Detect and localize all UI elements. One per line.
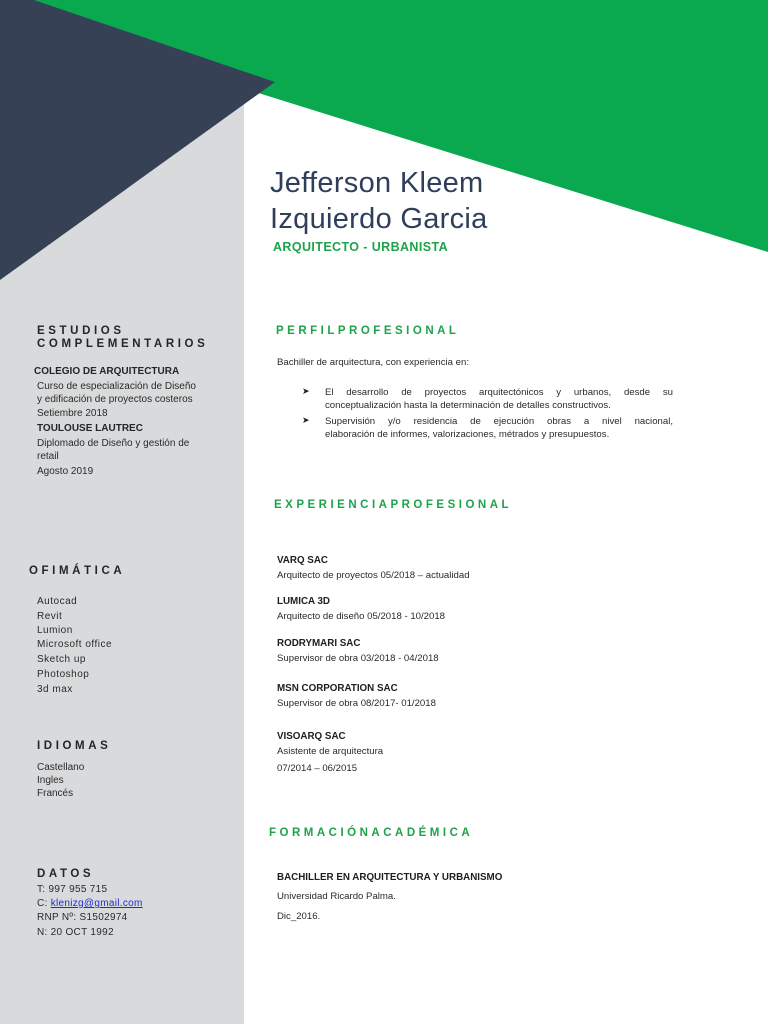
studies-heading-line-1: ESTUDIOS bbox=[37, 325, 125, 337]
phone-number: T: 997 955 715 bbox=[37, 884, 108, 895]
job-detail: Supervisor de obra 08/2017- 01/2018 bbox=[277, 698, 436, 709]
software-item: Microsoft office bbox=[37, 639, 113, 650]
study-detail: retail bbox=[37, 451, 59, 462]
studies-heading-line-2: COMPLEMENTARIOS bbox=[37, 338, 209, 350]
profile-bullet-line: Supervisión y/o residencia de ejecución obras a nivel nacional, bbox=[325, 416, 673, 427]
profile-bullet-line: conceptualización hasta la determinación de detalles constructivos. bbox=[325, 400, 611, 411]
language-item: Francés bbox=[37, 788, 74, 799]
graduation-date: Dic_2016. bbox=[277, 911, 321, 922]
header-decoration bbox=[0, 0, 768, 300]
study-date: Agosto 2019 bbox=[37, 466, 94, 477]
name-line-1: Jefferson Kleem bbox=[270, 167, 484, 199]
experience-heading: EXPERIENCIAPROFESIONAL bbox=[274, 499, 513, 511]
contact-heading: DATOS bbox=[37, 868, 95, 880]
company-name: MSN CORPORATION SAC bbox=[277, 683, 398, 694]
study-title: COLEGIO DE ARQUITECTURA bbox=[34, 366, 180, 377]
language-item: Ingles bbox=[37, 775, 64, 786]
company-name: VARQ SAC bbox=[277, 555, 328, 566]
bullet-arrow-icon: ➤ bbox=[302, 386, 310, 396]
name-line-2: Izquierdo Garcia bbox=[270, 203, 488, 235]
profile-heading: PERFILPROFESIONAL bbox=[276, 325, 460, 337]
university-name: Universidad Ricardo Palma. bbox=[277, 891, 396, 902]
email-label: C: bbox=[37, 898, 51, 909]
education-heading: FORMACIÓNACADÉMICA bbox=[269, 827, 474, 839]
job-detail: Arquitecto de diseño 05/2018 - 10/2018 bbox=[277, 611, 446, 622]
job-dates: 07/2014 – 06/2015 bbox=[277, 763, 358, 774]
software-item: 3d max bbox=[37, 684, 73, 695]
study-date: Setiembre 2018 bbox=[37, 408, 108, 419]
software-item: Revit bbox=[37, 611, 63, 622]
rnp-number: RNP Nº: S1502974 bbox=[37, 912, 128, 923]
job-detail: Arquitecto de proyectos 05/2018 – actualidad bbox=[277, 570, 470, 581]
study-title: TOULOUSE LAUTREC bbox=[37, 423, 143, 434]
study-detail: Diplomado de Diseño y gestión de bbox=[37, 438, 190, 449]
language-item: Castellano bbox=[37, 762, 85, 773]
software-item: Sketch up bbox=[37, 654, 86, 665]
office-heading: OFIMÁTICA bbox=[29, 565, 126, 577]
job-title: ARQUITECTO - URBANISTA bbox=[273, 240, 448, 254]
software-item: Photoshop bbox=[37, 669, 90, 680]
languages-heading: IDIOMAS bbox=[37, 740, 112, 752]
birth-date: N: 20 OCT 1992 bbox=[37, 927, 114, 938]
company-name: VISOARQ SAC bbox=[277, 731, 346, 742]
software-item: Autocad bbox=[37, 596, 78, 607]
company-name: LUMICA 3D bbox=[277, 596, 330, 607]
software-item: Lumion bbox=[37, 625, 73, 636]
profile-intro: Bachiller de arquitectura, con experiencia en: bbox=[277, 357, 469, 368]
email-link[interactable]: klenizg@gmail.com bbox=[50, 898, 143, 909]
job-detail: Asistente de arquitectura bbox=[277, 746, 384, 757]
profile-bullet-line: elaboración de informes, valorizaciones, métrados y presupuestos. bbox=[325, 429, 610, 440]
job-detail: Supervisor de obra 03/2018 - 04/2018 bbox=[277, 653, 439, 664]
study-detail: Curso de especialización de Diseño bbox=[37, 381, 196, 392]
degree-title: BACHILLER EN ARQUITECTURA Y URBANISMO bbox=[277, 872, 503, 883]
profile-bullet-line: El desarrollo de proyectos arquitectónicos y urbanos, desde su bbox=[325, 387, 673, 398]
study-detail: y edificación de proyectos costeros bbox=[37, 394, 193, 405]
company-name: RODRYMARI SAC bbox=[277, 638, 361, 649]
bullet-arrow-icon: ➤ bbox=[302, 415, 310, 425]
email-row bbox=[37, 897, 143, 911]
